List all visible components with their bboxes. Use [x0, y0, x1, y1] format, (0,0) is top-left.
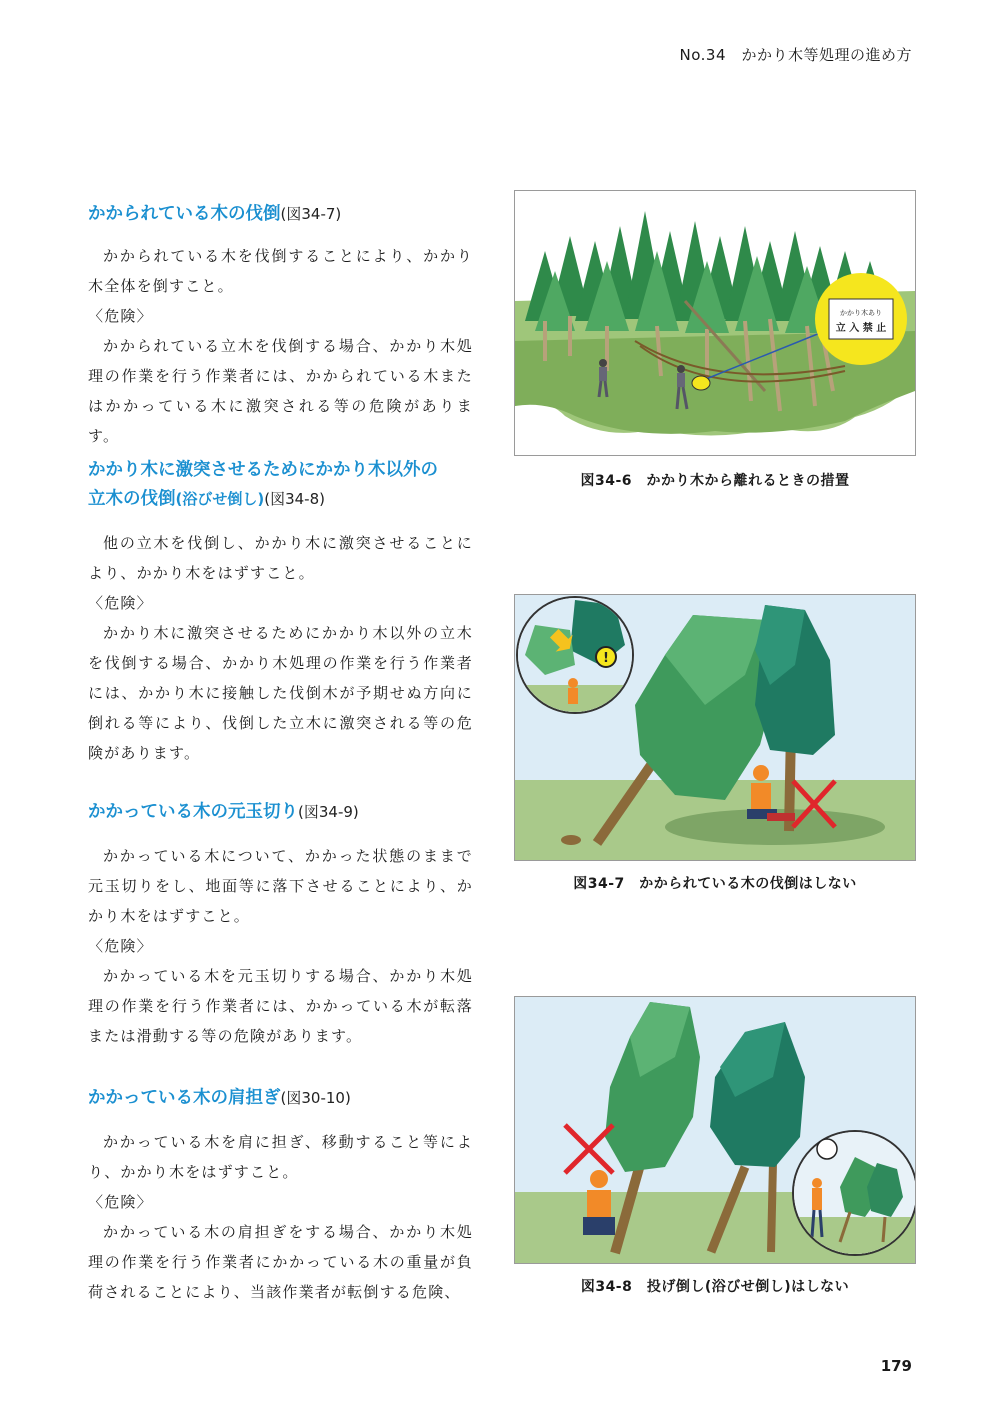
section-motodama-giri — [88, 798, 473, 1051]
svg-text:!: ! — [603, 651, 609, 666]
running-header: No.34 かかり木等処理の進め方 — [679, 46, 912, 64]
figure-caption: 図34-6 かかり木から離れるときの措置 — [580, 473, 850, 489]
forest-exit-illustration — [515, 191, 915, 455]
figure-caption: 図34-8 投げ倒し(浴びせ倒し)はしない — [580, 1279, 850, 1295]
section-title: かかっている木の元玉切り(図34-9) — [88, 802, 359, 822]
danger-text: かかり木に激突させるためにかかり木以外の立木を伐倒する場合、かかり木処理の作業を行う作業者には、かかり木に接触した伐倒木が予期せぬ方向に倒れる等により、伐倒した立木に激突される等の危険があります。 — [88, 624, 473, 762]
danger-label: 〈危険〉 — [88, 307, 153, 325]
section-title: かかり木に激突させるためにかかり木以外の 立木の伐倒(浴びせ倒し)(図34-8) — [88, 460, 438, 509]
danger-label: 〈危険〉 — [88, 594, 153, 612]
section-felling-supporting-tree — [88, 200, 473, 451]
section-abisetaoshi — [88, 456, 473, 768]
danger-label: 〈危険〉 — [88, 937, 153, 955]
figure-caption: 図34-7 かかられている木の伐倒はしない — [573, 876, 857, 892]
section-body: かかっている木を肩に担ぎ、移動すること等により、かかり木をはずすこと。 — [88, 1133, 473, 1181]
figure-34-6 — [514, 190, 916, 456]
danger-text: かかられている立木を伐倒する場合、かかり木処理の作業を行う作業者には、かかられている木またはかかっている木に激突される等の危険があります。 — [88, 337, 473, 445]
section-body: かかっている木について、かかった状態のままで元玉切りをし、地面等に落下させることにより、かかり木をはずすこと。 — [88, 847, 473, 925]
figure-34-8 — [514, 996, 916, 1264]
danger-label: 〈危険〉 — [88, 1193, 153, 1211]
section-body: かかられている木を伐倒することにより、かかり木全体を倒すこと。 — [88, 247, 473, 295]
figure-34-7 — [514, 594, 916, 861]
sign-text-2: 立 入 禁 止 — [835, 323, 887, 334]
danger-text: かかっている木を元玉切りする場合、かかり木処理の作業を行う作業者には、かかっている木が転落または滑動する等の危険があります。 — [88, 967, 473, 1045]
section-katakatsugi — [88, 1084, 473, 1307]
section-title: かかっている木の肩担ぎ(図30-10) — [88, 1088, 351, 1108]
danger-text: かかっている木の肩担ぎをする場合、かかり木処理の作業を行う作業者にかかっている木の重量が負荷されることにより、当該作業者が転倒する危険、 — [88, 1223, 473, 1301]
abisetaoshi-illustration — [515, 997, 915, 1263]
page-number: 179 — [880, 1357, 912, 1375]
sound-icon — [817, 1139, 837, 1159]
section-title: かかられている木の伐倒(図34-7) — [88, 204, 342, 224]
sign-text-1: かかり木あり — [840, 309, 882, 317]
section-body: 他の立木を伐倒し、かかり木に激突させることにより、かかり木をはずすこと。 — [88, 534, 473, 582]
felling-supporting-tree-illustration — [515, 595, 915, 860]
